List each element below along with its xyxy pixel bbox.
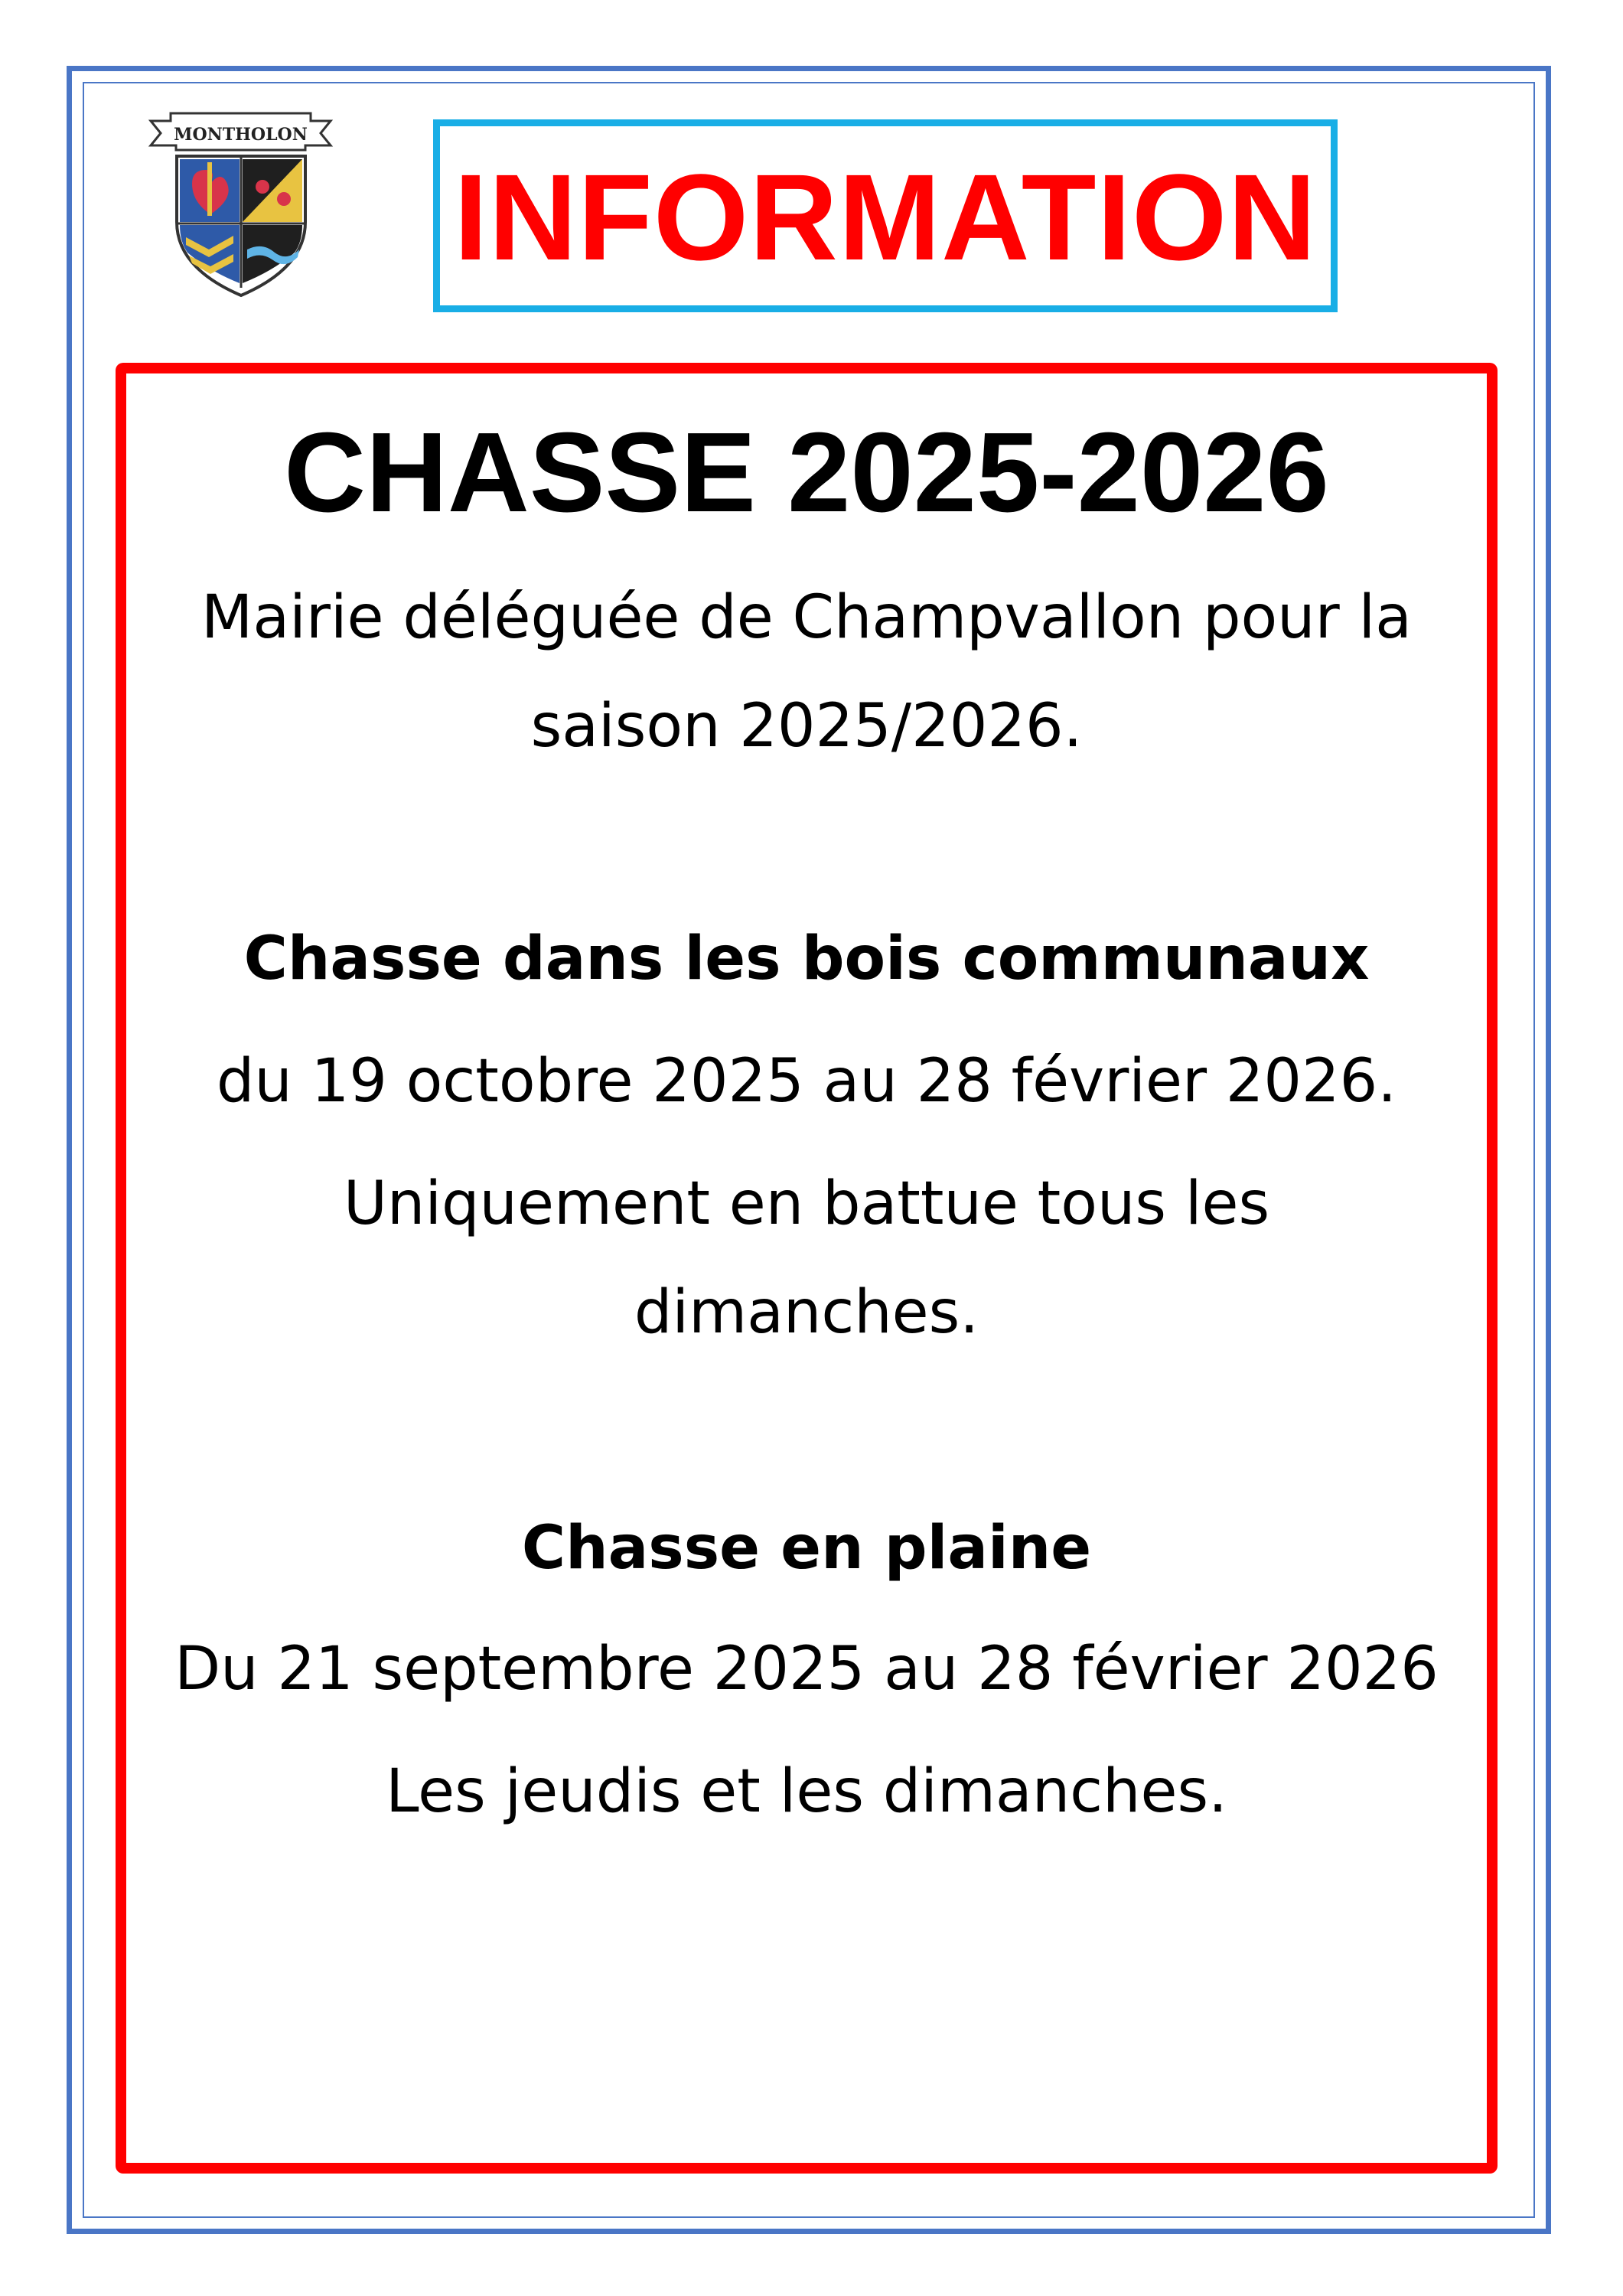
information-header-box — [433, 119, 1338, 312]
woods-hunting-detail-line-1: Uniquement en battue tous les — [343, 1169, 1270, 1238]
woods-hunting-dates: du 19 octobre 2025 au 28 février 2026. — [216, 1047, 1397, 1116]
crest-icon — [148, 107, 334, 298]
intro-line-2: saison 2025/2026. — [530, 692, 1083, 761]
woods-hunting-detail-line-2: dimanches. — [634, 1278, 979, 1347]
notice-title: CHASSE 2025-2026 — [284, 409, 1329, 536]
notice-content — [127, 373, 1486, 1826]
montholon-crest-logo — [148, 107, 334, 298]
plain-hunting-heading: Chasse en plaine — [521, 1514, 1092, 1583]
woods-hunting-heading: Chasse dans les bois communaux — [243, 925, 1370, 993]
crest-banner-text: MONTHOLON — [174, 125, 308, 145]
plain-hunting-detail: Les jeudis et les dimanches. — [386, 1757, 1227, 1826]
information-title: INFORMATION — [454, 148, 1317, 285]
plain-hunting-dates: Du 21 septembre 2025 au 28 février 2026 — [174, 1635, 1439, 1704]
intro-line-1: Mairie déléguée de Champvallon pour la — [201, 583, 1412, 652]
